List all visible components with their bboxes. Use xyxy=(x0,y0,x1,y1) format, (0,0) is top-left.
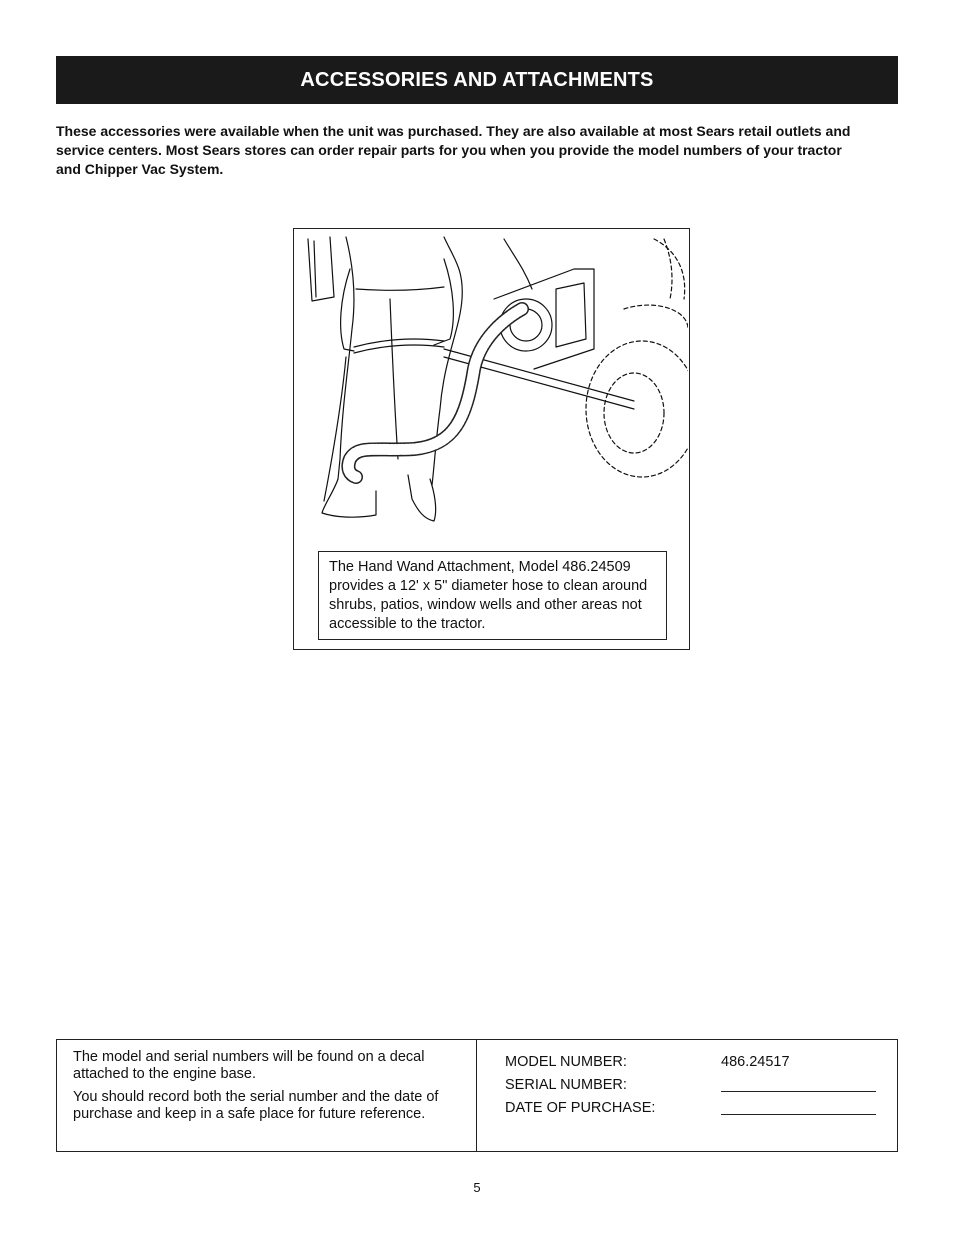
page-number: 5 xyxy=(473,1180,481,1195)
intro-paragraph: These accessories were available when the unit was purchased. They are also available at most Sears retail outlets and service centers. Most Sears stores can order repair parts for you when you provide the model numbers of your tractor and Chipper Vac System. xyxy=(56,123,851,177)
model-number-row xyxy=(505,1054,880,1074)
date-of-purchase-blank xyxy=(721,1114,876,1115)
record-box xyxy=(56,1039,898,1152)
record-notes xyxy=(57,1040,477,1151)
section-header xyxy=(56,56,898,104)
serial-number-row xyxy=(505,1077,880,1097)
serial-number-label: SERIAL NUMBER: xyxy=(505,1077,627,1093)
model-number-label: MODEL NUMBER: xyxy=(505,1054,627,1070)
figure-frame xyxy=(293,228,690,650)
record-fields xyxy=(477,1040,897,1151)
date-of-purchase-label: DATE OF PURCHASE: xyxy=(505,1100,656,1116)
page-title: ACCESSORIES AND ATTACHMENTS xyxy=(300,68,654,91)
record-note-location: The model and serial numbers will be found on a decal attached to the engine base. xyxy=(73,1049,425,1082)
figure-caption: The Hand Wand Attachment, Model 486.24509 provides a 12' x 5" diameter hose to clean around shrubs, patios, window wells and other areas not accessible to the tractor. xyxy=(318,551,667,640)
serial-number-blank xyxy=(721,1091,876,1092)
record-note-keep: You should record both the serial number and the date of purchase and keep in a safe place for future reference. xyxy=(73,1089,439,1122)
date-of-purchase-row xyxy=(505,1100,880,1120)
model-number-value: 486.24517 xyxy=(721,1054,790,1070)
